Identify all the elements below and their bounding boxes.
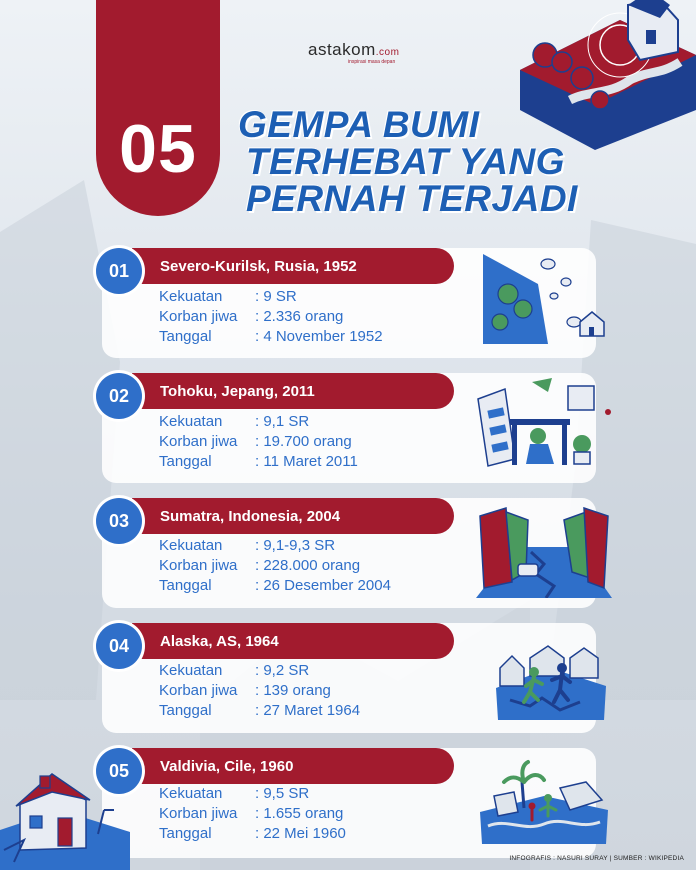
fact-label-strength: Kekuatan (159, 536, 223, 554)
fact-casualties: : 1.655 orang (255, 804, 344, 822)
entry-facts-2 (159, 411, 358, 471)
title-line-1: GEMPA BUMI (238, 104, 480, 145)
fact-date: : 11 Maret 2011 (255, 452, 358, 470)
fact-strength: : 9,5 SR (255, 784, 310, 802)
entry-band-4 (132, 623, 454, 659)
running-people-illustration (490, 628, 610, 724)
fact-casualties: : 19.700 orang (255, 432, 352, 450)
entry-facts-3 (159, 535, 391, 595)
entry-number-badge: 05 (96, 748, 142, 794)
fact-label-date: Tanggal (159, 576, 212, 594)
logo-suffix: .com (375, 47, 400, 58)
damaged-house-illustration (0, 770, 130, 870)
entry-band-2 (132, 373, 454, 409)
count-badge (96, 0, 220, 216)
fact-label-date: Tanggal (159, 824, 212, 842)
fact-date: : 27 Maret 1964 (255, 701, 361, 719)
landslide-illustration (478, 244, 613, 349)
fact-date: : 4 November 1952 (255, 327, 383, 345)
fact-strength: : 9 SR (255, 287, 297, 305)
entry-band-5 (132, 748, 454, 784)
entry-facts-1 (159, 286, 383, 346)
fact-date: : 22 Mei 1960 (255, 824, 346, 842)
entry-number-badge: 04 (96, 623, 142, 669)
falling-furniture-illustration (470, 374, 615, 469)
fact-strength: : 9,1 SR (255, 412, 310, 430)
title-line-2: TERHEBAT YANG (246, 141, 565, 182)
entry-location: Tohoku, Jepang, 2011 (160, 382, 315, 400)
entry-facts-4 (159, 660, 360, 720)
fact-casualties: : 228.000 orang (255, 556, 361, 574)
entry-band-1 (132, 248, 454, 284)
collapsed-street-illustration (476, 502, 612, 598)
entry-band-3 (132, 498, 454, 534)
logo (308, 40, 399, 65)
count-badge-number: 05 (119, 111, 197, 187)
tsunami-debris-illustration (474, 752, 614, 848)
title-line-3: PERNAH TERJADI (246, 178, 578, 219)
fact-label-date: Tanggal (159, 327, 212, 345)
fact-label-casualties: Korban jiwa (159, 307, 238, 325)
entry-location: Alaska, AS, 1964 (160, 632, 279, 650)
entry-location: Severo-Kurilsk, Rusia, 1952 (160, 257, 357, 275)
logo-brand: astakom (308, 40, 376, 59)
fact-label-casualties: Korban jiwa (159, 804, 238, 822)
entry-location: Sumatra, Indonesia, 2004 (160, 507, 341, 525)
fact-date: : 26 Desember 2004 (255, 576, 391, 594)
fact-label-casualties: Korban jiwa (159, 681, 238, 699)
entry-number-badge: 01 (96, 248, 142, 294)
footer-credits: INFOGRAFIS : NASURI SURAY | SUMBER : WIKIPEDIA (509, 855, 684, 862)
entry-location: Valdivia, Cile, 1960 (160, 757, 294, 775)
fact-strength: : 9,1-9,3 SR (255, 536, 336, 554)
fact-strength: : 9,2 SR (255, 661, 310, 679)
fact-casualties: : 2.336 orang (255, 307, 344, 325)
entry-number-badge: 03 (96, 498, 142, 544)
fact-label-strength: Kekuatan (159, 661, 223, 679)
fact-label-strength: Kekuatan (159, 287, 223, 305)
logo-tagline: inspirasi masa depan (348, 59, 396, 65)
entry-number-badge: 02 (96, 373, 142, 419)
fact-label-strength: Kekuatan (159, 412, 223, 430)
fact-label-casualties: Korban jiwa (159, 556, 238, 574)
fact-label-date: Tanggal (159, 701, 212, 719)
entry-facts-5 (159, 783, 346, 843)
fact-label-casualties: Korban jiwa (159, 432, 238, 450)
fact-label-date: Tanggal (159, 452, 212, 470)
fact-casualties: : 139 orang (255, 681, 331, 699)
page-title (238, 106, 578, 217)
fact-label-strength: Kekuatan (159, 784, 223, 802)
